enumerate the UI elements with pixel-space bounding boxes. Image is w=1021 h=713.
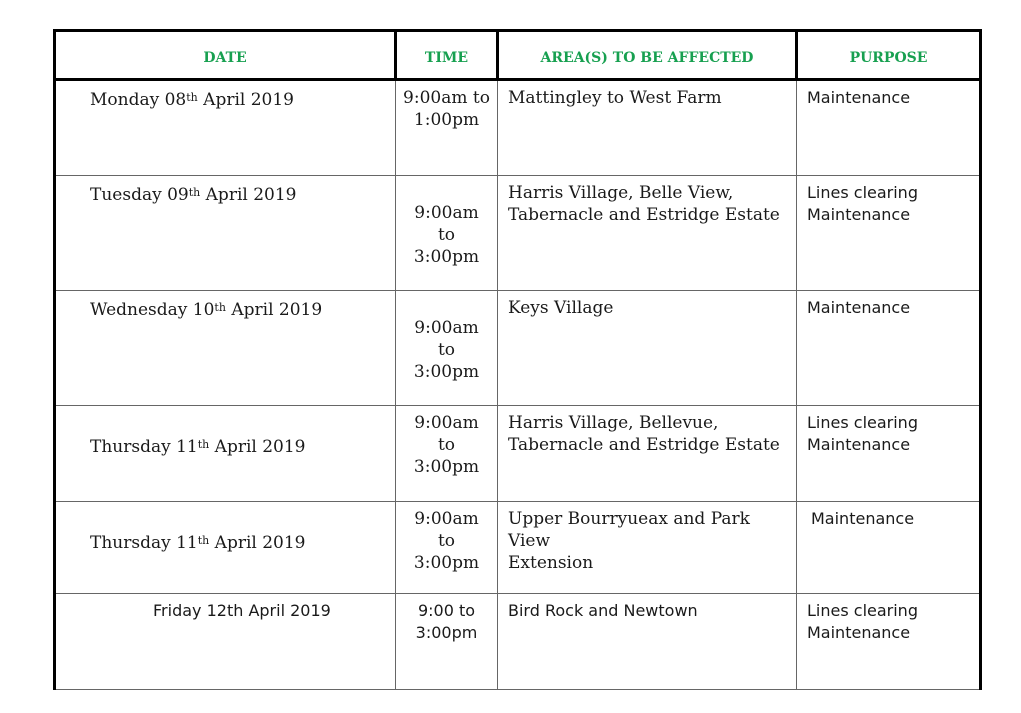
area-line: Harris Village, Belle View, (508, 183, 734, 203)
area-line: Upper Bourryueax and Park View (508, 509, 750, 551)
header-areas: AREA(S) TO BE AFFECTED (498, 31, 797, 80)
date-full: Friday 12th April 2019 (153, 601, 331, 620)
date-suffix: th (214, 301, 226, 314)
table-row (55, 406, 981, 502)
date-rest: April 2019 (225, 300, 323, 320)
date-rest: April 2019 (209, 437, 306, 457)
time-line: 3:00pm (413, 457, 480, 477)
purpose-line: Lines clearing (807, 601, 918, 620)
date-day: Thursday 11 (90, 437, 198, 457)
time-line: 9:00 to (417, 601, 476, 620)
time-line: to (437, 435, 456, 455)
time-line: 9:00am (414, 509, 479, 529)
time-line: to (437, 340, 456, 360)
date-cell (55, 291, 396, 406)
header-time: TIME (396, 31, 498, 80)
purpose-cell (797, 502, 981, 594)
area-cell (498, 502, 797, 594)
purpose-line: Lines clearing (807, 413, 918, 432)
area-line: Extension (508, 553, 594, 573)
header-date: DATE (55, 31, 396, 80)
time-line: 3:00pm (413, 553, 480, 573)
schedule-table (53, 29, 982, 690)
time-cell (396, 80, 498, 176)
date-day: Thursday 11 (90, 533, 198, 553)
area-line: Mattingley to West Farm (508, 88, 722, 108)
time-cell (396, 406, 498, 502)
table-row (55, 594, 981, 690)
date-cell (55, 176, 396, 291)
date-day: Wednesday 10 (90, 300, 215, 320)
purpose-line: Maintenance (807, 88, 911, 107)
header-purpose: PURPOSE (797, 31, 981, 80)
date-rest: April 2019 (209, 533, 306, 553)
time-line: 9:00am to (403, 88, 490, 108)
date-rest: April 2019 (197, 90, 294, 110)
area-line: Harris Village, Bellevue, (508, 413, 719, 433)
purpose-line: Maintenance (807, 623, 911, 642)
area-cell (498, 594, 797, 690)
date-cell (55, 502, 396, 594)
purpose-cell (797, 291, 981, 406)
header-row (55, 31, 981, 80)
table-row (55, 502, 981, 594)
purpose-cell (797, 406, 981, 502)
date-rest: April 2019 (200, 185, 297, 205)
area-line: Tabernacle and Estridge Estate (508, 205, 780, 225)
purpose-line: Maintenance (807, 205, 911, 224)
date-suffix: th (186, 91, 198, 104)
date-suffix: th (188, 186, 201, 199)
area-line: Tabernacle and Estridge Estate (508, 435, 780, 455)
time-cell (396, 291, 498, 406)
purpose-cell (797, 594, 981, 690)
date-cell (55, 80, 396, 176)
time-line: 1:00pm (413, 110, 480, 130)
purpose-cell (797, 80, 981, 176)
date-suffix: th (197, 534, 210, 547)
time-line: 3:00pm (413, 247, 480, 267)
time-line: 9:00am (414, 413, 479, 433)
purpose-line: Maintenance (811, 509, 915, 528)
area-cell (498, 176, 797, 291)
time-line: to (437, 531, 456, 551)
area-cell (498, 406, 797, 502)
area-cell (498, 80, 797, 176)
time-line: 3:00pm (415, 623, 478, 642)
purpose-line: Maintenance (807, 435, 911, 454)
area-cell (498, 291, 797, 406)
table-row (55, 176, 981, 291)
time-line: to (437, 225, 456, 245)
time-cell (396, 176, 498, 291)
time-line: 3:00pm (413, 362, 480, 382)
date-cell (55, 594, 396, 690)
table-row (55, 80, 981, 176)
purpose-line: Lines clearing (807, 183, 918, 202)
outage-schedule (53, 29, 979, 695)
purpose-cell (797, 176, 981, 291)
date-day: Monday 08 (90, 90, 187, 110)
area-line: Keys Village (508, 298, 614, 318)
time-cell (396, 502, 498, 594)
date-day: Tuesday 09 (90, 185, 189, 205)
table-row (55, 291, 981, 406)
time-line: 9:00am (414, 203, 479, 223)
date-suffix: th (197, 438, 210, 451)
time-line: 9:00am (414, 318, 479, 338)
date-cell (55, 406, 396, 502)
time-cell (396, 594, 498, 690)
area-line: Bird Rock and Newtown (508, 601, 698, 620)
purpose-line: Maintenance (807, 298, 911, 317)
